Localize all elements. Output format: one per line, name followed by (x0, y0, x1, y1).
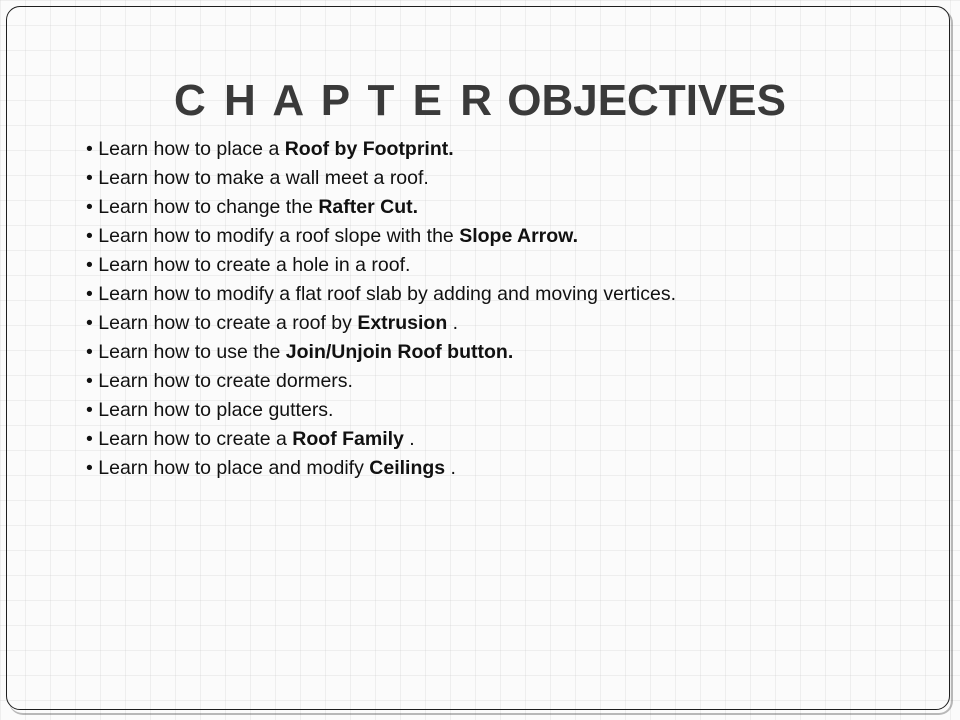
bullet: • (86, 341, 93, 363)
objective-item (86, 280, 676, 309)
title-chapter: C H A P T E R (174, 76, 495, 126)
bullet: • (86, 312, 93, 334)
bullet: • (86, 399, 93, 421)
page-title (0, 69, 960, 133)
objective-emphasis: Roof Family (292, 428, 404, 450)
bullet: • (86, 457, 93, 479)
bullet: • (86, 428, 93, 450)
objective-item (86, 222, 676, 251)
objective-item (86, 454, 676, 483)
objective-text: Learn how to create a hole in a roof. (98, 254, 411, 276)
objective-item (86, 135, 676, 164)
objective-text: Learn how to create a (98, 428, 293, 450)
objective-text: Learn how to place and modify (98, 457, 370, 479)
objective-text: Learn how to change the (98, 196, 319, 218)
objective-emphasis: Slope Arrow. (459, 225, 579, 247)
bullet: • (86, 138, 93, 160)
objective-text: Learn how to place gutters. (98, 399, 334, 421)
objective-suffix: . (447, 312, 459, 334)
objective-emphasis: Roof by Footprint. (284, 138, 454, 160)
objective-suffix: . (445, 457, 456, 479)
objective-item (86, 396, 676, 425)
objective-text: Learn how to create a roof by (98, 312, 358, 334)
objective-text: Learn how to modify a roof slope with the (98, 225, 460, 247)
objective-emphasis: Ceilings (369, 457, 446, 479)
objective-emphasis: Extrusion (357, 312, 448, 334)
objective-item (86, 338, 676, 367)
bullet: • (86, 167, 93, 189)
objective-text: Learn how to use the (98, 341, 286, 363)
objectives-list (86, 135, 676, 483)
objective-item (86, 425, 676, 454)
objective-text: Learn how to create dormers. (98, 370, 353, 392)
objective-text: Learn how to modify a flat roof slab by adding and moving vertices. (98, 283, 676, 305)
objective-item (86, 367, 676, 396)
bullet: • (86, 225, 93, 247)
bullet: • (86, 254, 93, 276)
objective-item (86, 193, 676, 222)
objective-item (86, 164, 676, 193)
bullet: • (86, 196, 93, 218)
objective-text: Learn how to place a (98, 138, 285, 160)
title-objectives: OBJECTIVES (495, 76, 786, 126)
objective-emphasis: Join/Unjoin Roof button. (285, 341, 514, 363)
objective-item (86, 309, 676, 338)
objective-emphasis: Rafter Cut. (318, 196, 419, 218)
bullet: • (86, 370, 93, 392)
objective-suffix: . (403, 428, 415, 450)
objective-text: Learn how to make a wall meet a roof. (98, 167, 429, 189)
objective-item (86, 251, 676, 280)
bullet: • (86, 283, 93, 305)
